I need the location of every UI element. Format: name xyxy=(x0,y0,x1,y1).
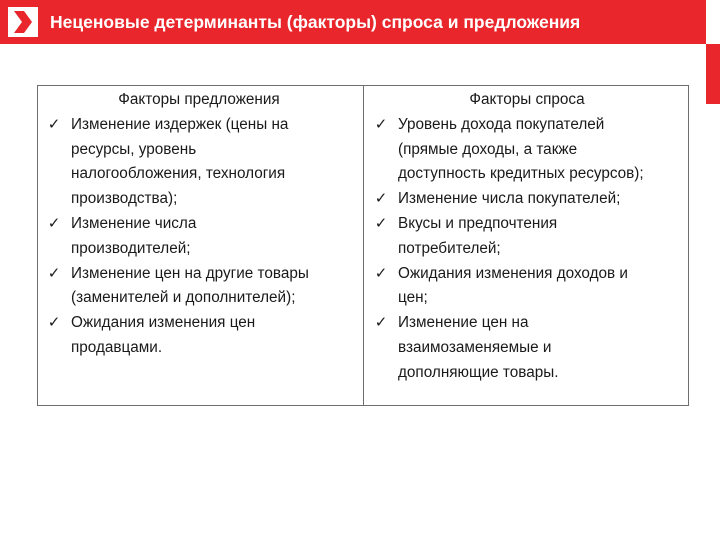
list-item-line: цен; xyxy=(398,289,428,307)
list-item-line: Изменение числа xyxy=(71,214,197,232)
list-item-line: Изменение цен на другие товары xyxy=(71,264,309,282)
list-item-line: Вкусы и предпочтения xyxy=(398,214,558,232)
list-item-line: продавцами. xyxy=(71,338,163,356)
list-item xyxy=(364,187,690,212)
checkmark-icon: ✓ xyxy=(374,115,388,133)
list-item-line: производства); xyxy=(71,190,178,208)
checkmark-icon: ✓ xyxy=(47,115,61,133)
checkmark-icon: ✓ xyxy=(47,264,61,282)
side-accent-strip xyxy=(706,44,720,104)
list-item-line: производителей; xyxy=(71,239,191,257)
list-item-line: доступность кредитных ресурсов); xyxy=(398,165,644,183)
list-item-line: Ожидания изменения доходов и xyxy=(398,264,628,282)
checkmark-icon: ✓ xyxy=(374,314,388,332)
list-item-line: Уровень дохода покупателей xyxy=(398,115,605,133)
list-item-line: потребителей; xyxy=(398,239,501,257)
list-item-line: Изменение издержек (цены на xyxy=(71,115,289,133)
page-title: Неценовые детерминанты (факторы) спроса и предложения xyxy=(50,12,581,32)
header-bar xyxy=(0,0,706,44)
list-item-line: Изменение числа покупателей; xyxy=(398,190,621,208)
checkmark-icon: ✓ xyxy=(374,190,388,208)
list-item-line: Ожидания изменения цен xyxy=(71,314,256,332)
checkmark-icon: ✓ xyxy=(374,214,388,232)
list-item-line: (заменителей и дополнителей); xyxy=(71,289,296,307)
column-header-demand: Факторы спроса xyxy=(469,91,585,108)
checkmark-icon: ✓ xyxy=(47,314,61,332)
list-item-line: Изменение цен на xyxy=(398,314,529,332)
checkmark-icon: ✓ xyxy=(47,214,61,232)
column-header-supply: Факторы предложения xyxy=(118,91,280,108)
supply-factors-column xyxy=(38,88,360,361)
list-item xyxy=(364,262,690,312)
chevron-right-icon xyxy=(8,7,38,37)
list-item-line: ресурсы, уровень xyxy=(71,140,197,158)
list-item xyxy=(38,311,360,361)
list-item xyxy=(364,212,690,262)
list-item xyxy=(364,311,690,385)
list-item-line: взаимозаменяемые и xyxy=(398,338,552,356)
list-item-line: налогообложения, технология xyxy=(71,165,286,183)
demand-factors-column xyxy=(364,88,690,386)
list-item xyxy=(38,262,360,312)
factors-table xyxy=(37,85,689,406)
list-item xyxy=(364,113,690,187)
list-item-line: (прямые доходы, а также xyxy=(398,140,578,158)
checkmark-icon: ✓ xyxy=(374,264,388,282)
list-item xyxy=(38,113,360,212)
list-item xyxy=(38,212,360,262)
list-item-line: дополняющие товары. xyxy=(398,363,559,381)
